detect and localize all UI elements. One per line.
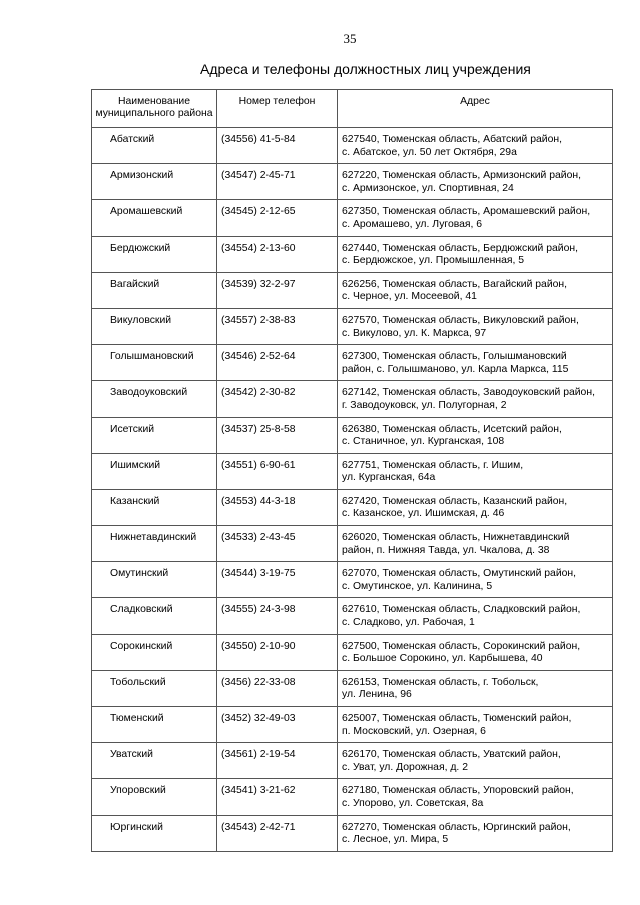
table-row xyxy=(92,743,613,779)
address-line: 625007, Тюменская область, Тюменский район, xyxy=(342,713,572,724)
address-line: с. Станичное, ул. Курганская, 108 xyxy=(342,436,505,448)
table-row xyxy=(92,200,613,236)
address xyxy=(338,164,613,200)
address-line: 627540, Тюменская область, Абатский район, xyxy=(342,134,563,145)
table-row xyxy=(92,272,613,308)
table-row xyxy=(92,417,613,453)
phone-number: (34551) 6-90-61 xyxy=(217,453,338,489)
table-row xyxy=(92,670,613,706)
table-row xyxy=(92,779,613,815)
address xyxy=(338,779,613,815)
address xyxy=(338,562,613,598)
page-number: 35 xyxy=(343,31,357,46)
table-row xyxy=(92,453,613,489)
phone-number: (34550) 2-10-90 xyxy=(217,634,338,670)
address xyxy=(338,489,613,525)
address-line: с. Аромашево, ул. Луговая, 6 xyxy=(342,218,483,230)
district-name: Исетский xyxy=(92,417,217,453)
address-line: 627142, Тюменская область, Заводоуковский район, xyxy=(342,387,595,399)
phone-number: (34543) 2-42-71 xyxy=(217,815,338,851)
district-name: Сладковский xyxy=(92,598,217,634)
address-line: с. Омутинское, ул. Калинина, 5 xyxy=(342,580,493,592)
district-name: Ишимский xyxy=(92,453,217,489)
district-name: Бердюжский xyxy=(92,236,217,272)
table-row xyxy=(92,236,613,272)
district-name: Юргинский xyxy=(92,815,217,851)
phone-number: (34541) 3-21-62 xyxy=(217,779,338,815)
table-row xyxy=(92,598,613,634)
address-line: 627220, Тюменская область, Армизонский район, xyxy=(342,170,582,182)
address-line: 626153, Тюменская область, г. Тобольск, xyxy=(342,676,539,688)
table-row xyxy=(92,562,613,598)
district-name: Упоровский xyxy=(92,779,217,815)
district-name: Заводоуковский xyxy=(92,381,217,417)
address-line: 626380, Тюменская область, Исетский район, xyxy=(342,423,562,435)
table-row xyxy=(92,526,613,562)
address xyxy=(338,272,613,308)
table-row xyxy=(92,815,613,851)
address-line: с. Упорово, ул. Советская, 8а xyxy=(342,797,484,809)
header-district: Наименование муниципального района xyxy=(92,90,217,128)
phone-number: (34539) 32-2-97 xyxy=(217,272,338,308)
address-line: с. Черное, ул. Мосеевой, 41 xyxy=(342,291,477,303)
address-line: 627420, Тюменская область, Казанский район, xyxy=(342,495,568,507)
table-row xyxy=(92,381,613,417)
district-name: Викуловский xyxy=(92,308,217,344)
addresses-table xyxy=(91,89,613,852)
header-address: Адрес xyxy=(338,90,613,128)
address-line: 627440, Тюменская область, Бердюжский район, xyxy=(342,242,579,254)
phone-number: (34557) 2-38-83 xyxy=(217,308,338,344)
address-line: 627350, Тюменская область, Аромашевский район, xyxy=(342,206,591,218)
district-name: Казанский xyxy=(92,489,217,525)
address-line: 626020, Тюменская область, Нижнетавдинский xyxy=(342,532,570,544)
phone-number: (34547) 2-45-71 xyxy=(217,164,338,200)
phone-number: (34533) 2-43-45 xyxy=(217,526,338,562)
table-body xyxy=(92,128,613,852)
table-row xyxy=(92,308,613,344)
district-name: Нижнетавдинский xyxy=(92,526,217,562)
address-line: 626256, Тюменская область, Вагайский район, xyxy=(342,278,568,290)
address xyxy=(338,743,613,779)
address-line: с. Казанское, ул. Ишимская, д. 46 xyxy=(342,508,505,520)
address-line: с. Сладково, ул. Рабочая, 1 xyxy=(342,617,475,629)
address-line: с. Викулово, ул. К. Маркса, 97 xyxy=(342,327,487,339)
address-line: 627500, Тюменская область, Сорокинский район, xyxy=(342,640,581,652)
table-row xyxy=(92,634,613,670)
address xyxy=(338,634,613,670)
address xyxy=(338,453,613,489)
phone-number: (34555) 24-3-98 xyxy=(217,598,338,634)
address xyxy=(338,308,613,344)
table-row xyxy=(92,128,613,164)
phone-number: (3456) 22-33-08 xyxy=(217,670,338,706)
address-line: ул. Ленина, 96 xyxy=(342,689,412,701)
phone-number: (34537) 25-8-58 xyxy=(217,417,338,453)
district-name: Аромашевский xyxy=(92,200,217,236)
address-line: с. Уват, ул. Дорожная, д. 2 xyxy=(342,761,468,773)
district-name: Абатский xyxy=(92,128,217,164)
phone-number: (34542) 2-30-82 xyxy=(217,381,338,417)
address-line: ул. Курганская, 64а xyxy=(342,472,436,484)
address-line: 627270, Тюменская область, Юргинский район, xyxy=(342,821,571,833)
address-line: 627180, Тюменская область, Упоровский район, xyxy=(342,785,574,797)
address-line: район, п. Нижняя Тавда, ул. Чкалова, д. 38 xyxy=(342,544,550,556)
address xyxy=(338,128,613,164)
district-name: Тобольский xyxy=(92,670,217,706)
address-line: 626170, Тюменская область, Уватский район, xyxy=(342,749,561,761)
phone-number: (34556) 41-5-84 xyxy=(217,128,338,164)
address xyxy=(338,417,613,453)
phone-number: (34545) 2-12-65 xyxy=(217,200,338,236)
address xyxy=(338,236,613,272)
address-line: с. Лесное, ул. Мира, 5 xyxy=(342,834,449,846)
address-line: 627300, Тюменская область, Голышмановский xyxy=(342,351,567,363)
table-row xyxy=(92,345,613,381)
address-line: с. Армизонское, ул. Спортивная, 24 xyxy=(342,182,514,194)
table-header-row xyxy=(92,90,613,128)
address-line: 627751, Тюменская область, г. Ишим, xyxy=(342,459,524,471)
district-name: Армизонский xyxy=(92,164,217,200)
phone-number: (34546) 2-52-64 xyxy=(217,345,338,381)
district-name: Омутинский xyxy=(92,562,217,598)
address xyxy=(338,598,613,634)
address xyxy=(338,670,613,706)
district-name: Сорокинский xyxy=(92,634,217,670)
address xyxy=(338,381,613,417)
address-line: г. Заводоуковск, ул. Полугорная, 2 xyxy=(342,399,507,411)
address-line: район, с. Голышманово, ул. Карла Маркса, 115 xyxy=(342,363,569,375)
table-row xyxy=(92,489,613,525)
address xyxy=(338,815,613,851)
address-line: 627070, Тюменская область, Омутинский район, xyxy=(342,568,577,580)
phone-number: (34553) 44-3-18 xyxy=(217,489,338,525)
district-name: Голышмановский xyxy=(92,345,217,381)
address xyxy=(338,526,613,562)
district-name: Вагайский xyxy=(92,272,217,308)
address-line: п. Московский, ул. Озерная, 6 xyxy=(342,725,486,737)
district-name: Уватский xyxy=(92,743,217,779)
address xyxy=(338,707,613,743)
table-row xyxy=(92,707,613,743)
phone-number: (34561) 2-19-54 xyxy=(217,743,338,779)
header-phone: Номер телефон xyxy=(217,90,338,128)
address-line: с. Бердюжское, ул. Промышленная, 5 xyxy=(342,255,525,267)
address-line: с. Большое Сорокино, ул. Карбышева, 40 xyxy=(342,653,543,665)
phone-number: (3452) 32-49-03 xyxy=(217,707,338,743)
table-row xyxy=(92,164,613,200)
phone-number: (34554) 2-13-60 xyxy=(217,236,338,272)
address-line: с. Абатское, ул. 50 лет Октября, 29а xyxy=(342,146,517,158)
address xyxy=(338,345,613,381)
address xyxy=(338,200,613,236)
address-line: 627610, Тюменская область, Сладковский район, xyxy=(342,604,581,616)
district-name: Тюменский xyxy=(92,707,217,743)
page-title: Адреса и телефоны должностных лиц учреждения xyxy=(200,61,531,77)
address-line: 627570, Тюменская область, Викуловский район, xyxy=(342,314,579,326)
phone-number: (34544) 3-19-75 xyxy=(217,562,338,598)
